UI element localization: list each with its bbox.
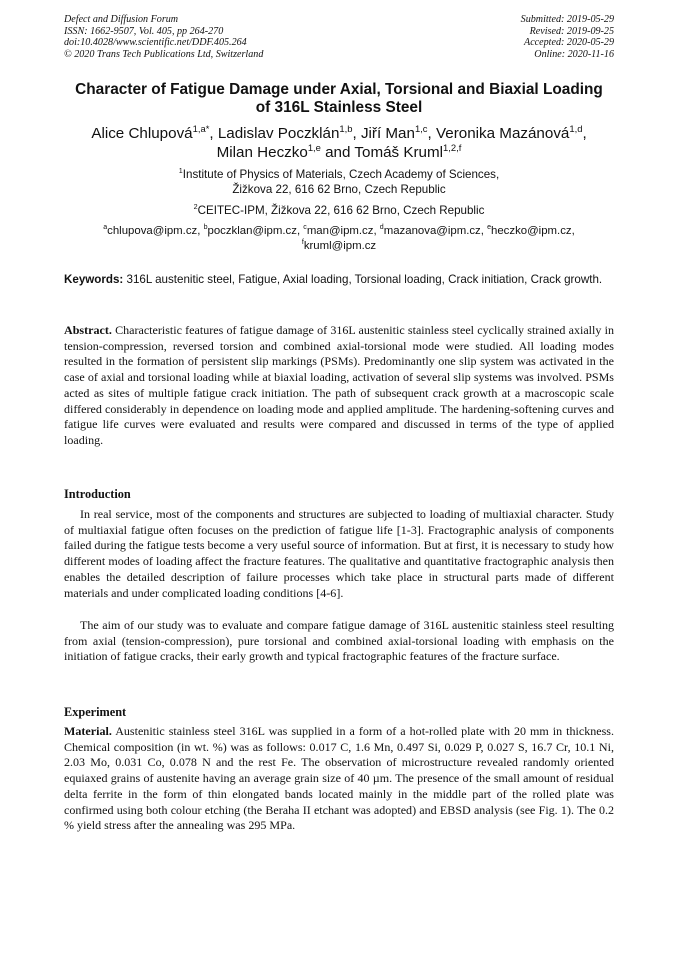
author-name: Milan Heczko xyxy=(216,144,308,161)
email-link[interactable]: chlupova@ipm.cz xyxy=(107,225,198,237)
email-link[interactable]: man@ipm.cz xyxy=(306,225,374,237)
introduction-paragraph-2: The aim of our study was to evaluate and compare fatigue damage of 316L austenitic stainless steel resulting from axial (tension-compression), pure torsional and combined axial-torsional loading with emphasis on the initiation of fatigue cracks, their early growth and typical fractographic features of the fracture surface. xyxy=(64,618,614,664)
abstract-label: Abstract. xyxy=(64,323,112,337)
material-text: Austenitic stainless steel 316L was supplied in a form of a hot-rolled plate with 20 mm in thickness. Chemical composition (in wt. %) was as follows: 0.017 C, 1.6 Mn, 0.497 Si, 0.029 P, 0.027 S, 16.7 Cr, 10.1 Ni, 2.03 Mo, 0.031 Co, 0.078 N and the rest Fe. The observation of microstructure revealed randomly oriented equiaxed grains of austenite having an average grain size of 40 µm. The presence of the small amount of residual delta ferrite in the form of thin elongated bands located mainly in the middle part of the rolled plate was confirmed using both colour etching (the Beraha II etchant was adopted) and EBSD analysis (see Fig. 1). The 0.2 % yield stress after the annealing was 295 MPa. xyxy=(64,724,614,833)
date-submitted: Submitted: 2019-05-29 xyxy=(520,14,614,25)
email-link[interactable]: poczklan@ipm.cz xyxy=(207,225,297,237)
author-emails: $^a$chlupova@ipm.cz, $^b$poczklan@ipm.cz, $^c$man@ipm.cz, $^d$mazanova@ipm.cz, $^e$heczko@ipm.cz, $^f$kruml@ipm.cz xyxy=(103,224,575,252)
affiliation-1 xyxy=(60,167,618,197)
keywords-label: Keywords: xyxy=(64,273,124,286)
affiliation-mark: 2 xyxy=(193,202,198,212)
article-dates xyxy=(521,14,614,60)
author-affiliation-mark: 1,d xyxy=(569,122,583,134)
paper-title-line-1: Character of Fatigue Damage under Axial, Torsional and Biaxial Loading xyxy=(75,81,603,98)
email-link[interactable]: heczko@ipm.cz xyxy=(491,225,572,237)
section-heading-introduction: Introduction xyxy=(64,487,131,501)
journal-info xyxy=(64,14,263,60)
author-name: Alice Chlupová xyxy=(91,125,193,142)
author-affiliation-mark: 1,b xyxy=(339,122,353,134)
abstract-text: Characteristic features of fatigue damage of 316L austenitic stainless steel cyclically strained axially in tension-compression, reversed torsion and combined axial-torsional mode were studied. All loading modes resulted in the formation of persistent slip markings (PSMs). Predominantly one slip system was activated in the case of axial and torsional loading while at biaxial loading, activation of several slip systems was involved. PSMs acted as sites of multiple fatigue crack initiation. The path of subsequent crack growth at a macroscopic scale differed considerably in dependence on loading mode and applied amplitude. The hardening-softening curves and fatigue life curves were evaluated and results were compared and discussed in terms of the type of applied loading. xyxy=(64,323,614,447)
affiliation-1-line-1: Institute of Physics of Materials, Czech Academy of Sciences, xyxy=(182,168,500,181)
date-revised: Revised: 2019-09-25 xyxy=(529,25,614,37)
email-mark: c xyxy=(303,224,307,232)
journal-name: Defect and Diffusion Forum xyxy=(64,14,179,25)
date-online: Online: 2020-11-16 xyxy=(534,48,614,60)
date-accepted: Accepted: 2020-05-29 xyxy=(524,37,614,49)
author-affiliation-mark: 1,e xyxy=(307,141,321,153)
author-list: Alice Chlupová$^{1,a*}$, Ladislav Poczklán$^{1,b}$, Jiří Man$^{1,c}$, Veronika Mazánová$^{1,d}$, Milan Heczko$^{1,e}$ and Tomáš Kruml$^{1,2,f}$ xyxy=(91,122,587,161)
author-name: Jiří Man xyxy=(360,125,415,142)
email-link[interactable]: mazanova@ipm.cz xyxy=(383,225,481,237)
affiliation-1-line-2: Žižkova 22, 616 62 Brno, Czech Republic xyxy=(232,183,446,196)
journal-issn: ISSN: 1662-9507, Vol. 405, pp 264-270 xyxy=(64,25,224,37)
author-name: Veronika Mazánová xyxy=(435,125,570,142)
email-mark: a xyxy=(103,224,108,232)
affiliation-mark: 1 xyxy=(178,166,183,176)
introduction-paragraph-1: In real service, most of the components and structures are subjected to loading of multiaxial character. Study of multiaxial fatigue often focuses on the prediction of fatigue life [1-3]. Fractographic analysis of components failed during the fatigue tests become a very useful source of information. But at first, it is necessary to study how different modes of loading affect the fracture features. The qualitative and quantitative fractographic analysis then enables the detailed description of failure processes which take place in structural parts made of different materials and under complicated loading conditions [4-6]. xyxy=(64,507,614,600)
section-heading-experiment: Experiment xyxy=(64,705,127,719)
email-mark: e xyxy=(487,224,492,232)
email-mark: b xyxy=(203,224,208,232)
email-link[interactable]: kruml@ipm.cz xyxy=(303,240,377,252)
paper-title-line-2: of 316L Stainless Steel xyxy=(255,99,423,116)
author-affiliation-mark: 1,2,f xyxy=(443,141,462,153)
author-affiliation-mark: 1,c xyxy=(414,122,428,134)
affiliation-2 xyxy=(60,203,618,218)
journal-copyright: © 2020 Trans Tech Publications Ltd, Switzerland xyxy=(64,48,264,60)
journal-doi: doi:10.4028/www.scientific.net/DDF.405.264 xyxy=(64,37,247,49)
material-label: Material. xyxy=(64,724,112,738)
author-name: Ladislav Poczklán xyxy=(217,125,340,142)
author-affiliation-mark: 1,a* xyxy=(192,122,210,134)
affiliation-2-line-1: CEITEC-IPM, Žižkova 22, 616 62 Brno, Czech Republic xyxy=(197,204,485,217)
author-name: Tomáš Kruml xyxy=(354,144,444,161)
abstract xyxy=(64,323,614,449)
keywords xyxy=(64,273,614,288)
paper-title xyxy=(48,81,630,117)
keywords-text: 316L austenitic steel, Fatigue, Axial loading, Torsional loading, Crack initiation, Crack growth. xyxy=(126,273,603,286)
email-mark: f xyxy=(301,239,304,247)
experiment-material-paragraph xyxy=(64,724,614,834)
email-mark: d xyxy=(379,224,384,232)
